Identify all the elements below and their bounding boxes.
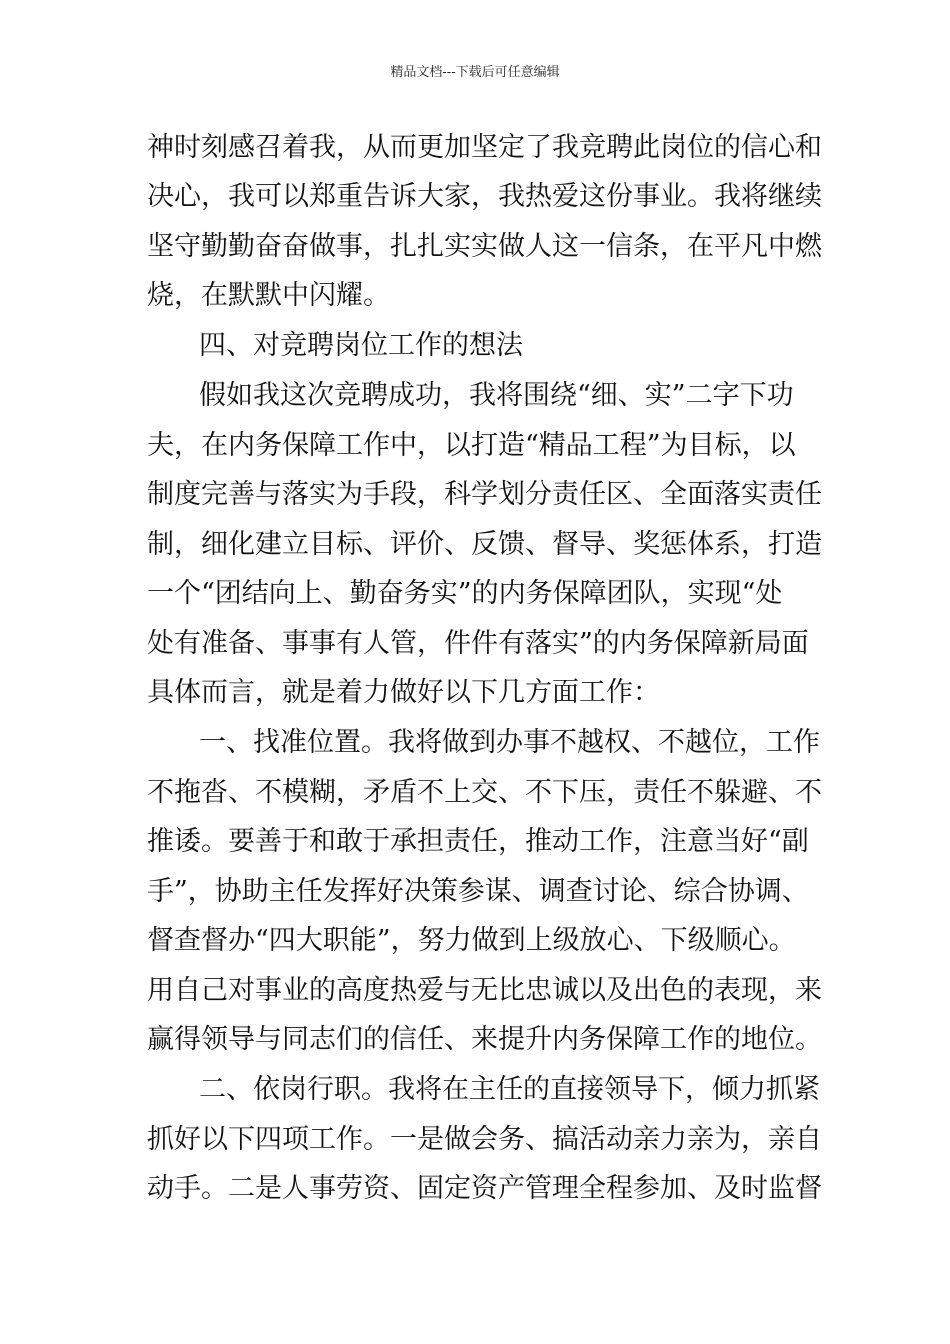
text-line: 夫，在内务保障工作中，以打造“精品工程”为目标，以 <box>147 430 796 461</box>
text-line: 处有准备、事事有人管，件件有落实”的内务保障新局面 <box>147 628 809 659</box>
text-line: 推诿。要善于和敢于承担责任，推动工作，注意当好“副 <box>147 826 809 857</box>
text-line: 手”，协助主任发挥好决策参谋、调查讨论、综合协调、 <box>147 876 809 907</box>
text-line: 督查督办“四大职能”，努力做到上级放心、下级顺心。 <box>147 925 796 956</box>
text-line: 制度完善与落实为手段，科学划分责任区、全面落实责任 <box>147 479 822 510</box>
text-line: 动手。二是人事劳资、固定资产管理全程参加、及时监督 <box>147 1173 822 1204</box>
section-heading: 四、对竞聘岗位工作的想法 <box>199 330 523 361</box>
text-line: 赢得领导与同志们的信任、来提升内务保障工作的地位。 <box>147 1024 822 1055</box>
text-line: 二、依岗行职。我将在主任的直接领导下，倾力抓紧 <box>199 1074 820 1105</box>
text-line: 假如我这次竞聘成功，我将围绕“细、实”二字下功 <box>199 380 794 411</box>
text-line: 决心，我可以郑重告诉大家，我热爱这份事业。我将继续 <box>147 181 822 212</box>
text-line: 一个“团结向上、勤奋务实”的内务保障团队，实现“处 <box>147 578 783 609</box>
text-line: 坚守勤勤奋奋做事，扎扎实实做人这一信条，在平凡中燃 <box>147 231 822 262</box>
text-line: 抓好以下四项工作。一是做会务、搞活动亲力亲为，亲自 <box>147 1124 822 1155</box>
text-line: 制，细化建立目标、评价、反馈、督导、奖惩体系，打造 <box>147 529 822 560</box>
text-line: 具体而言，就是着力做好以下几方面工作： <box>147 677 660 708</box>
text-line: 烧，在默默中闪耀。 <box>147 280 390 311</box>
page-header: 精品文档---下载后可任意编辑 <box>390 65 560 80</box>
text-line: 一、找准位置。我将做到办事不越权、不越位，工作 <box>199 727 820 758</box>
text-line: 神时刻感召着我，从而更加坚定了我竞聘此岗位的信心和 <box>147 132 822 163</box>
text-line: 不拖沓、不模糊，矛盾不上交、不下压，责任不躲避、不 <box>147 777 822 808</box>
text-line: 用自己对事业的高度热爱与无比忠诚以及出色的表现，来 <box>147 975 822 1006</box>
